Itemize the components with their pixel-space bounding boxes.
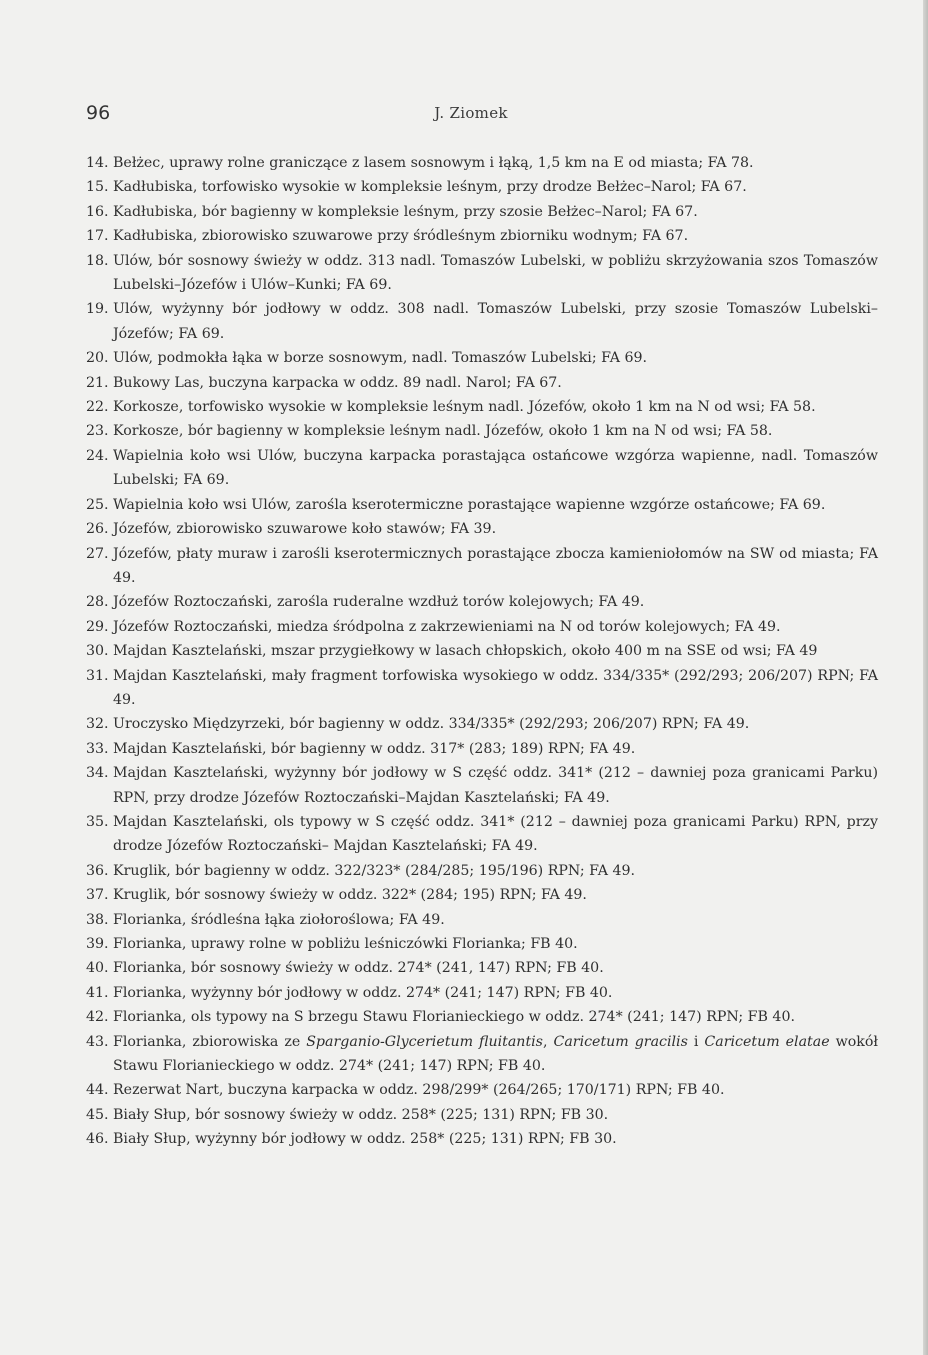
list-item [86, 175, 878, 199]
list-item [86, 664, 878, 713]
text-segment: i [687, 1033, 705, 1050]
list-item-number: 14. [86, 155, 109, 171]
list-item-number: 31. [86, 667, 109, 684]
text-segment: Florianka, zbiorowiska ze [113, 1033, 307, 1050]
list-item-text: Uroczysko Międzyrzeki, bór bagienny w oddz. 334/335* (292/293; 206/207) RPN; FA 49. [113, 716, 750, 733]
page-header [86, 102, 856, 132]
list-item [86, 761, 878, 810]
list-item-text: Kadłubiska, zbiorowisko szuwarowe przy śródleśnym zbiorniku wodnym; FA 67. [113, 228, 689, 245]
list-item [86, 200, 878, 224]
list-item-text: Wapielnia koło wsi Ulów, buczyna karpacka porastająca ostańcowe wzgórza wapienne, nadl. Tomaszów Lubelski; FA 69. [113, 447, 878, 489]
page-edge [923, 0, 928, 1355]
list-item-number: 28. [86, 594, 109, 611]
list-item-text: Kadłubiska, bór bagienny w kompleksie leśnym, przy szosie Bełżec–Narol; FA 67. [113, 203, 698, 220]
list-item [86, 590, 878, 614]
list-item-text: Ulów, bór sosnowy świeży w oddz. 313 nadl. Tomaszów Lubelski, w pobliżu skrzyżowania szos Tomaszów Lubelski–Józefów i Ulów–Kunki; FA 69. [113, 252, 878, 294]
list-item-number: 33. [86, 740, 109, 757]
list-item-text: Ulów, podmokła łąka w borze sosnowym, nadl. Tomaszów Lubelski; FA 69. [113, 350, 648, 367]
list-item-text: Józefów Roztoczański, miedza śródpolna z zakrzewieniami na N od torów kolejowych; FA 49. [113, 618, 781, 635]
list-item [86, 639, 878, 663]
list-item-text: Majdan Kasztelański, wyżynny bór jodłowy w S część oddz. 341* (212 – dawniej poza granicami Parku) RPN, przy drodze Józefów Roztoczański–Majdan Kasztelański; FA 49. [113, 765, 878, 806]
list-item-text [113, 1034, 878, 1074]
list-item-text: Biały Słup, bór sosnowy świeży w oddz. 258* (225; 131) RPN; FB 30. [113, 1106, 609, 1123]
list-item [86, 908, 878, 932]
page-number: 96 [86, 102, 111, 124]
list-item-text: Majdan Kasztelański, bór bagienny w oddz. 317* (283; 189) RPN; FA 49. [113, 740, 636, 757]
list-item-text: Biały Słup, wyżynny bór jodłowy w oddz. 258* (225; 131) RPN; FB 30. [113, 1131, 617, 1148]
list-item-number: 43. [86, 1033, 109, 1050]
list-item [86, 1103, 878, 1127]
list-item-number: 42. [86, 1009, 109, 1026]
text-segment: wokół Stawu Florianieckiego w oddz. 274* (241; 147) RPN; FB 40. [113, 1033, 878, 1075]
list-item-text: Majdan Kasztelański, ols typowy w S część oddz. 341* (212 – dawniej poza granicami Parku) RPN, przy drodze Józefów Roztoczański– Majdan Kasztelański; FA 49. [113, 813, 878, 855]
list-item-text: Rezerwat Nart, buczyna karpacka w oddz. 298/299* (264/265; 170/171) RPN; FB 40. [113, 1082, 725, 1099]
list-item-text: Wapielnia koło wsi Ulów, zarośla kserotermiczne porastające wapienne wzgórze ostańcowe; FA 69. [113, 496, 826, 513]
list-item [86, 249, 878, 298]
list-item-number: 30. [86, 643, 109, 660]
list-item-text: Kruglik, bór bagienny w oddz. 322/323* (284/285; 195/196) RPN; FA 49. [113, 862, 636, 879]
list-item [86, 859, 878, 883]
list-item-number: 44. [86, 1082, 109, 1099]
list-item [86, 1127, 878, 1151]
list-item [86, 956, 878, 980]
list-item-text: Majdan Kasztelański, mszar przygiełkowy w lasach chłopskich, około 400 m na SSE od wsi; FA 49 [113, 643, 818, 660]
list-item-text: Florianka, uprawy rolne w pobliżu leśniczówki Florianka; FB 40. [113, 936, 578, 952]
list-item-number: 29. [86, 618, 109, 635]
list-item [86, 346, 878, 370]
list-item-text: Florianka, śródleśna łąka ziołoroślowa; FA 49. [113, 911, 445, 928]
species-name-italic: Caricetum elatae [704, 1033, 830, 1050]
list-item-number: 36. [86, 862, 109, 879]
list-item-number: 22. [86, 399, 109, 416]
list-item [86, 444, 878, 493]
list-item-number: 27. [86, 545, 109, 562]
list-item [86, 297, 878, 346]
list-item-number: 21. [86, 374, 109, 391]
list-item [86, 981, 878, 1005]
list-item-number: 39. [86, 936, 109, 952]
list-item [86, 1078, 878, 1102]
list-item-number: 32. [86, 716, 109, 733]
list-item [86, 810, 878, 859]
list-item-number: 23. [86, 423, 109, 440]
list-item-text: Majdan Kasztelański, mały fragment torfowiska wysokiego w oddz. 334/335* (292/293; 206/207) RPN; FA 49. [113, 667, 878, 708]
list-item [86, 151, 878, 175]
list-item-text: Florianka, wyżynny bór jodłowy w oddz. 274* (241; 147) RPN; FB 40. [113, 984, 613, 1001]
species-name-italic: Caricetum gracilis [553, 1033, 688, 1050]
list-item-number: 46. [86, 1131, 109, 1148]
list-item [86, 419, 878, 443]
list-item-text: Korkosze, bór bagienny w kompleksie leśnym nadl. Józefów, około 1 km na N od wsi; FA 58. [113, 423, 773, 440]
list-item [86, 737, 878, 761]
species-name-italic: Sparganio-Glycerietum fluitantis [306, 1033, 543, 1050]
list-item-text: Ulów, wyżynny bór jodłowy w oddz. 308 nadl. Tomaszów Lubelski, przy szosie Tomaszów Lubelski–Józefów; FA 69. [113, 301, 878, 342]
list-item-number: 16. [86, 203, 109, 220]
list-item-text: Józefów Roztoczański, zarośla ruderalne wzdłuż torów kolejowych; FA 49. [113, 594, 645, 611]
list-item [86, 615, 878, 639]
list-item-number: 40. [86, 960, 109, 977]
list-item [86, 517, 878, 541]
list-item-text: Korkosze, torfowisko wysokie w kompleksie leśnym nadl. Józefów, około 1 km na N od wsi; FA 58. [113, 399, 816, 416]
list-item-number: 17. [86, 228, 109, 245]
list-item-text: Józefów, zbiorowisko szuwarowe koło stawów; FA 39. [113, 521, 497, 538]
list-item [86, 395, 878, 419]
list-item-number: 38. [86, 911, 109, 928]
list-item-number: 35. [86, 813, 109, 830]
list-item [86, 224, 878, 248]
locality-list [86, 151, 878, 1152]
running-head-author: J. Ziomek [434, 104, 508, 122]
list-item-number: 26. [86, 521, 109, 538]
list-item [86, 542, 878, 591]
list-item-text: Florianka, bór sosnowy świeży w oddz. 274* (241, 147) RPN; FB 40. [113, 960, 604, 977]
list-item [86, 1005, 878, 1029]
text-segment: , [542, 1033, 554, 1050]
list-item-number: 37. [86, 887, 109, 904]
list-item-number: 24. [86, 447, 109, 464]
list-item-text: Bukowy Las, buczyna karpacka w oddz. 89 nadl. Narol; FA 67. [113, 374, 562, 391]
list-item [86, 493, 878, 517]
list-item [86, 1030, 878, 1079]
list-item [86, 371, 878, 395]
list-item-text: Florianka, ols typowy na S brzegu Stawu Florianieckiego w oddz. 274* (241; 147) RPN; FB 40. [113, 1009, 795, 1026]
list-item-text: Józefów, płaty muraw i zarośli kserotermicznych porastające zbocza kamieniołomów na SW od miasta; FA 49. [113, 545, 878, 586]
list-item-text: Kruglik, bór sosnowy świeży w oddz. 322* (284; 195) RPN; FA 49. [113, 887, 587, 904]
list-item-text: Bełżec, uprawy rolne graniczące z lasem sosnowym i łąką, 1,5 km na E od miasta; FA 78. [113, 155, 754, 171]
list-item-number: 41. [86, 984, 109, 1001]
list-item [86, 712, 878, 736]
list-item-number: 20. [86, 350, 109, 367]
list-item-number: 18. [86, 252, 109, 269]
list-item-number: 45. [86, 1106, 109, 1123]
list-item-number: 19. [86, 301, 109, 318]
list-item-number: 34. [86, 765, 109, 782]
list-item [86, 932, 878, 956]
list-item [86, 883, 878, 907]
list-item-number: 25. [86, 496, 109, 513]
list-item-number: 15. [86, 179, 109, 196]
list-item-text: Kadłubiska, torfowisko wysokie w kompleksie leśnym, przy drodze Bełżec–Narol; FA 67. [113, 179, 747, 196]
